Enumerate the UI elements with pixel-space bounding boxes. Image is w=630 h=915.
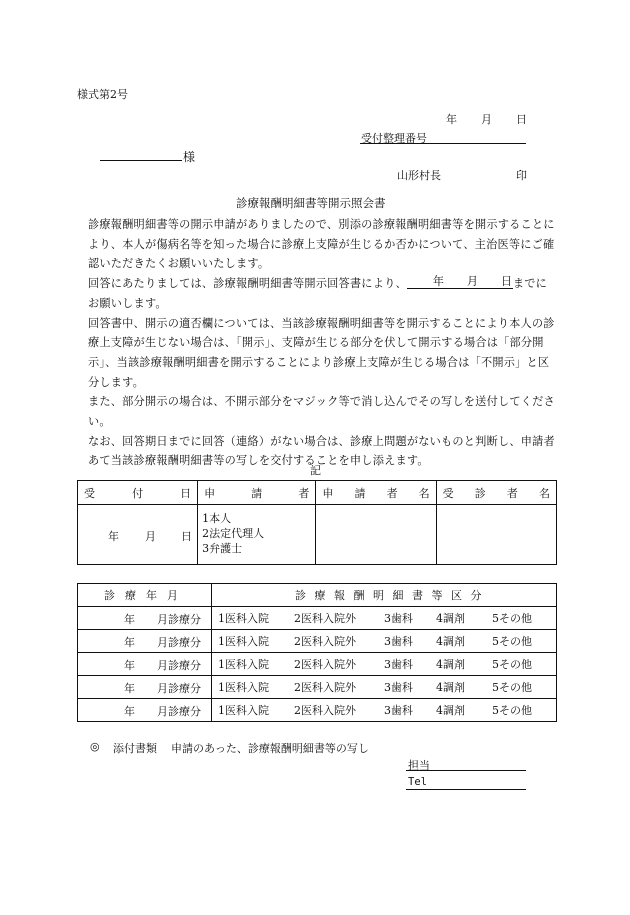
claims-row: 年 月診療分 1医科入院 2医科入院外 3歯科 4調剤 5その他: [78, 607, 557, 630]
claims-table: [77, 583, 557, 722]
paragraph-request: 診療報酬明細書等の開示申請がありましたので、別添の診療報酬明細書等を開示することにより、本人が傷病名等を知った場合に診療上支障が生じるか否かについて、主治医等にご確認いただきたくお願いいたします。: [88, 218, 555, 271]
paragraph-classification: 回答書中、開示の適否欄については、当該診療報酬明細書等を開示することにより本人の診療上支障が生じない場合は、「開示」、支障が生じる部分を伏して開示する場合は「部分開示」、当該診療報酬明細書を開示することにより診療上支障が生じる場合は「不開示」と区分します。: [88, 316, 555, 389]
paragraph-no-reply: なお、回答期日までに回答（連絡）がない場合は、診療上問題がないものと判断し、申請者あて当該診療報酬明細書等の写しを交付することを申し添えます。: [88, 434, 555, 468]
date-day: 日: [516, 113, 527, 126]
claims-table-header: [78, 584, 557, 607]
applicant-option: 2法定代理人: [202, 527, 265, 540]
addressee-line: [100, 160, 182, 161]
patient-name-cell: [436, 505, 556, 565]
ki-heading: 記: [310, 464, 321, 477]
application-table-row: [78, 505, 557, 565]
attachment-mark: ◎: [90, 740, 100, 753]
header-patient-name: 受 診 者 名: [442, 486, 550, 500]
contact-person-line: [406, 770, 526, 771]
date-month: 月: [481, 113, 492, 126]
addressee-suffix: 様: [183, 150, 196, 164]
applicant-name-cell: [316, 505, 436, 565]
contact-tel-line: [406, 789, 526, 790]
sender-seal: 印: [516, 169, 527, 182]
claims-row: 年 月診療分 1医科入院 2医科入院外 3歯科 4調剤 5その他: [78, 653, 557, 676]
claims-row: 年 月診療分 1医科入院 2医科入院外 3歯科 4調剤 5その他: [78, 699, 557, 722]
header-period: 診 療 年 月: [104, 589, 178, 602]
paragraph-deadline: 回答にあたりましては、診療報酬明細書等開示回答書により、 年 月 日 までにお願いします。: [88, 275, 548, 310]
applicant-type-cell: [198, 505, 316, 565]
claims-row: 年 月診療分 1医科入院 2医科入院外 3歯科 4調剤 5その他: [78, 676, 557, 699]
deadline-date-field: 年 月 日: [407, 274, 513, 289]
header-receipt-date: 受 付 日: [84, 486, 192, 500]
applicant-option: 3弁護士: [202, 542, 243, 555]
header-applicant: 申 請 者: [204, 486, 310, 500]
paragraph-partial: また、部分開示の場合は、不開示部分をマジック等で消し込んでその写しを送付してください。: [88, 395, 555, 429]
receipt-number-line: [360, 143, 526, 144]
claims-row: 年 月診療分 1医科入院 2医科入院外 3歯科 4調剤 5その他: [78, 630, 557, 653]
attachment-text: 申請のあった、診療報酬明細書等の写し: [171, 742, 369, 755]
sender-name: 山形村長: [397, 169, 441, 182]
application-table-header: [78, 481, 557, 505]
receipt-date-cell: 年 月 日: [78, 505, 198, 565]
date-year: 年: [446, 113, 457, 126]
attachment-label: 添付書類: [113, 742, 157, 755]
application-table: [77, 480, 557, 565]
header-claim-type: 診 療 報 酬 明 細 書 等 区 分: [295, 589, 482, 602]
contact-person-label: 担当: [408, 759, 430, 772]
header-applicant-name: 申 請 者 名: [322, 486, 430, 500]
page-title: 診療報酬明細書等開示照会書: [236, 196, 386, 210]
form-number: 様式第2号: [77, 88, 128, 101]
applicant-option: 1本人: [202, 512, 232, 525]
receipt-label: 受付整理番号: [361, 132, 427, 145]
contact-tel-label: Tel: [408, 776, 427, 788]
body-text: [77, 215, 555, 471]
